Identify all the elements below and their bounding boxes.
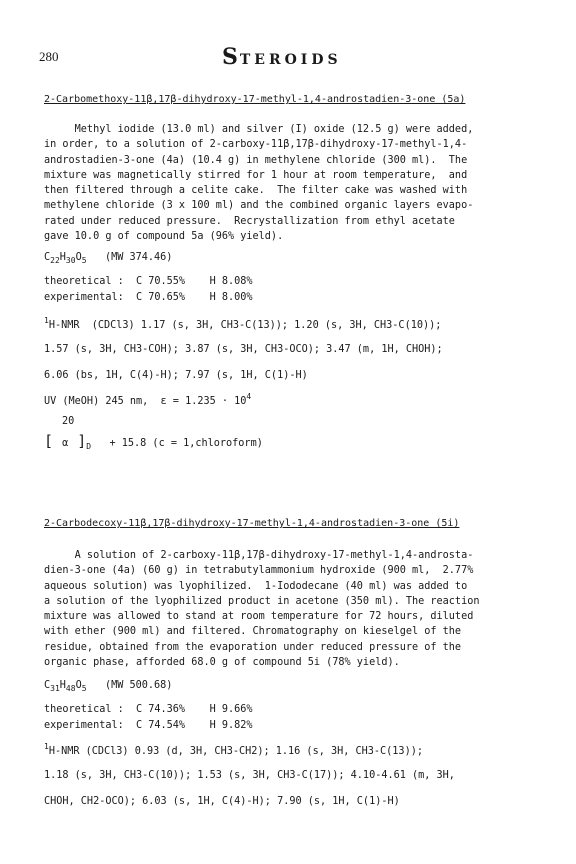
section-2-title: 2-Carbodecoxy-11β,17β-dihydroxy-17-methyl-1,4-androstadien-3-one (5i) (44, 518, 460, 529)
journal-rest: TEROIDS (239, 52, 342, 68)
journal-name (222, 44, 342, 70)
nmr-data-line-3: 6.06 (bs, 1H, C(4)-H); 7.97 (s, 1H, C(1)-H) (44, 370, 308, 381)
paragraph-line: methylene chloride (3 x 100 ml) and the combined organic layers evapo- (44, 200, 474, 212)
uv-data: UV (MeOH) 245 nm, $\varepsilon = 1.235 \cdot 10^4$ (44, 392, 252, 407)
paragraph-line: Methyl iodide (13.0 ml) and silver (I) oxide (12.5 g) were added, (44, 124, 474, 135)
nmr-data-line-1: $^1$H-NMR (CDCl3) 1.17 (s, 3H, CH3-C(13)); 1.20 (s, 3H, CH3-C(10)); (44, 316, 442, 331)
paragraph-line: residue, obtained from the evaporation under reduced pressure of the (44, 641, 462, 653)
section-1-paragraph (44, 122, 544, 244)
paragraph-line: dien-3-one (4a) (60 g) in tetrabutylammonium hydroxide (900 ml, 2.77% (44, 565, 474, 577)
theoretical-analysis: theoretical : C 74.36% H 9.66% (44, 704, 253, 715)
theoretical-analysis: theoretical : C 70.55% H 8.08% (44, 276, 253, 287)
paragraph-line: organic phase, afforded 68.0 g of compound 5i (78% yield). (44, 657, 400, 669)
paragraph-line: mixture was allowed to stand at room temperature for 72 hours, diluted (44, 611, 474, 623)
experimental-analysis: experimental: C 70.65% H 8.00% (44, 292, 253, 303)
optical-rotation: [ α ]$_D$ + 15.8 (c = 1,chloroform) (44, 432, 263, 451)
section-2-paragraph (44, 548, 544, 670)
paragraph-line: gave 10.0 g of compound 5a (96% yield). (44, 231, 284, 243)
molecular-formula: $C_{31}H_{48}O_5$ (MW 500.68) (44, 680, 173, 693)
paragraph-line: a solution of the lyophilized product in acetone (350 ml). The reaction (44, 595, 480, 607)
paragraph-line: then filtered through a celite cake. The filter cake was washed with (44, 185, 468, 197)
paragraph-line: mixture was magnetically stirred for 1 hour at room temperature, and (44, 169, 468, 181)
journal-initial: S (222, 44, 240, 70)
paragraph-line: in order, to a solution of 2-carboxy-11β,17β-dihydroxy-17-methyl-1,4- (44, 139, 468, 151)
nmr-data-line-2: 1.18 (s, 3H, CH3-C(10)); 1.53 (s, 3H, CH3-C(17)); 4.10-4.61 (m, 3H, (44, 770, 455, 781)
nmr-data-line-2: 1.57 (s, 3H, CH3-COH); 3.87 (s, 3H, CH3-OCO); 3.47 (m, 1H, CHOH); (44, 344, 443, 355)
nmr-data-line-3: CHOH, CH2-OCO); 6.03 (s, 1H, C(4)-H); 7.90 (s, 1H, C(1)-H) (44, 796, 400, 807)
molecular-formula: $C_{22}H_{30}O_5$ (MW 374.46) (44, 252, 173, 265)
page-number: 280 (39, 49, 59, 64)
paragraph-line: rated under reduced pressure. Recrystallization from ethyl acetate (44, 215, 455, 227)
paragraph-line: aqueous solution) was lyophilized. 1-Iododecane (40 ml) was added to (44, 580, 468, 592)
rotation-temperature: 20 (62, 416, 75, 427)
nmr-data-line-1: $^1$H-NMR (CDCl3) 0.93 (d, 3H, CH3-CH2); 1.16 (s, 3H, CH3-C(13)); (44, 742, 423, 757)
paragraph-line: A solution of 2-carboxy-11β,17β-dihydroxy-17-methyl-1,4-androsta- (44, 550, 474, 561)
paragraph-line: androstadien-3-one (4a) (10.4 g) in methylene chloride (300 ml). The (44, 154, 468, 166)
paragraph-line: with ether (900 ml) and filtered. Chromatography on kieselgel of the (44, 626, 462, 638)
section-1-title: 2-Carbomethoxy-11β,17β-dihydroxy-17-methyl-1,4-androstadien-3-one (5a) (44, 94, 466, 105)
experimental-analysis: experimental: C 74.54% H 9.82% (44, 720, 253, 731)
